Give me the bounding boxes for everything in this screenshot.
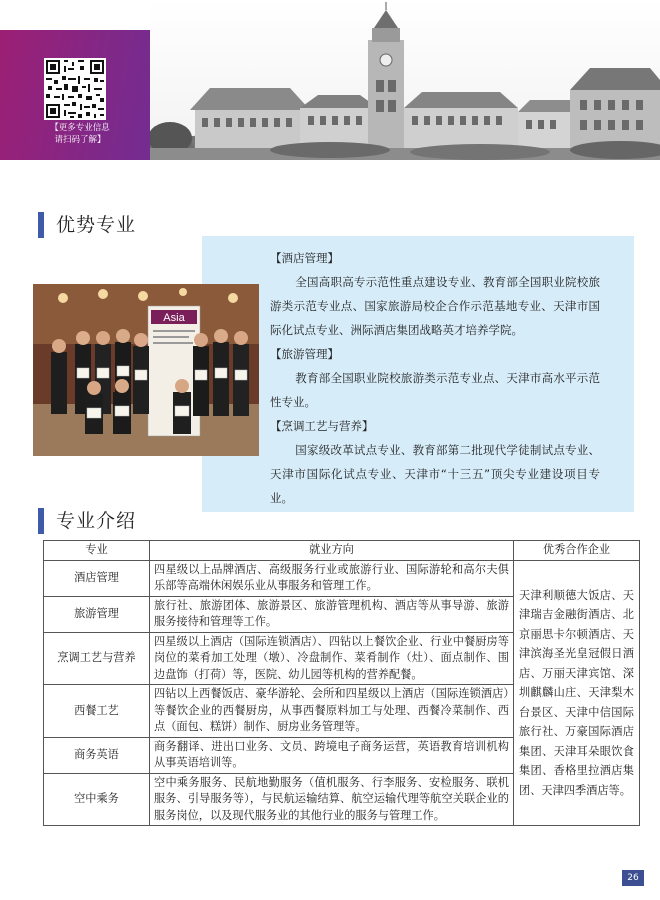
column-header-partners: 优秀合作企业 xyxy=(514,541,640,561)
qr-caption xyxy=(40,122,120,146)
page-number: 26 xyxy=(622,870,644,886)
major-direction: 商务翻译、进出口业务、文员、跨境电子商务运营，英语教育培训机构从事英语培训等。 xyxy=(150,737,514,773)
major-name: 西餐工艺 xyxy=(44,685,150,738)
page-header xyxy=(0,0,660,170)
photo-sign-text: Asia xyxy=(163,312,185,324)
section-title-intro: 专业介绍 xyxy=(38,508,136,534)
qr-code-icon xyxy=(44,58,106,120)
advantage-heading-1: 【酒店管理】 xyxy=(270,251,339,265)
major-name: 商务英语 xyxy=(44,737,150,773)
major-name: 烹调工艺与营养 xyxy=(44,632,150,685)
column-header-direction: 就业方向 xyxy=(150,541,514,561)
section-title-advantages: 优势专业 xyxy=(38,212,136,238)
major-direction: 四钻以上西餐饭店、豪华游轮、会所和四星级以上酒店（国际连锁酒店）等餐饮企业的西餐厨房，从事西餐原料加工与处理、西餐冷菜制作、西点（面包、糕饼）制作、厨房业务管理等。 xyxy=(150,685,514,738)
column-header-major: 专业 xyxy=(44,541,150,561)
major-name: 旅游管理 xyxy=(44,596,150,632)
major-name: 酒店管理 xyxy=(44,560,150,596)
qr-caption-line1: 【更多专业信息 xyxy=(50,123,110,133)
advantage-heading-2: 【旅游管理】 xyxy=(270,347,339,361)
major-direction: 四星级以上酒店（国际连锁酒店）、四钻以上餐饮企业、行业中餐厨房等岗位的菜肴加工处理（墩）、冷盘制作、菜肴制作（灶）、面点制作、围边盘饰（打荷）等，医院、幼儿园等机构的营养配餐。 xyxy=(150,632,514,685)
major-name: 空中乘务 xyxy=(44,773,150,826)
qr-caption-line2: 请扫码了解】 xyxy=(54,135,106,145)
qr-code[interactable] xyxy=(44,58,106,120)
partner-companies: 天津利顺德大饭店、天津瑞吉金融街酒店、北京丽思卡尔顿酒店、天津滨海圣光皇冠假日酒店、万丽天津宾馆、深圳麒麟山庄、天津梨木台景区、天津中信国际旅行社、万豪国际酒店集团、天津耳朵眼饮食集团、香格里拉酒店集团、天津四季酒店等。 xyxy=(514,560,640,826)
advantages-text xyxy=(270,246,600,510)
major-direction: 空中乘务服务、民航地勤服务（值机服务、行李服务、安检服务、联机服务、引导服务等），与民航运输结算、航空运输代理等航空关联企业的服务岗位，以及现代服务业的其他行业的服务与管理工作。 xyxy=(150,773,514,826)
majors-table xyxy=(43,540,640,826)
award-group-photo xyxy=(33,284,259,456)
table-header-row xyxy=(44,541,640,561)
table-row xyxy=(44,560,640,596)
advantage-heading-3: 【烹调工艺与营养】 xyxy=(270,419,374,433)
campus-building-illustration xyxy=(150,0,660,170)
advantage-body-2: 教育部全国职业院校旅游类示范专业点、天津市高水平示范性专业。 xyxy=(270,371,600,409)
advantage-body-3: 国家级改革试点专业、教育部第二批现代学徒制试点专业、天津市国际化试点专业、天津市“十三五”顶尖专业建设项目专业。 xyxy=(270,443,600,505)
advantage-body-1: 全国高职高专示范性重点建设专业、教育部全国职业院校旅游类示范专业点、国家旅游局校企合作示范基地专业、天津市国际化试点专业、洲际酒店集团战略英才培养学院。 xyxy=(270,275,600,337)
major-direction: 四星级以上品牌酒店、高级服务行业或旅游行业、国际游轮和高尔夫俱乐部等高端休闲娱乐业从事服务和管理工作。 xyxy=(150,560,514,596)
major-direction: 旅行社、旅游团体、旅游景区、旅游管理机构、酒店等从事导游、旅游服务接待和管理等工作。 xyxy=(150,596,514,632)
